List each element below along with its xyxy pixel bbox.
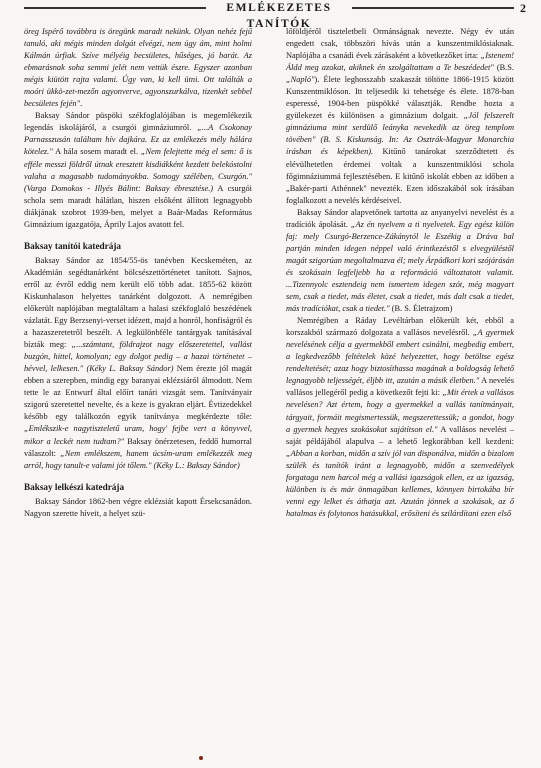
paragraph-teaching: Baksay Sándor az 1854/55-ös tanévben Kecskeméten, az Akadémián segédtanárként bölcsészettörténetet tanított. Sajnos, erről az évről eddig nem került elő több adat. 1855-62 között Kiskunhalason helyettes tanárként dolgozott. A nemrégiben előkerült naplójában megtaláltam a halasi székfoglaló beszédének vázlatát. Egy Berzsenyi-verset idézett, majd a honról, honfiságról és a hazaszeretetről beszélt. A legkülönbféle tantárgyak tanításával bízták meg: „...számtant, földrajzot nagy előszeretettel, vallást buzgón, hittel, komolyan; egy dolgot pedig – a hazai történetet – hévvel, lelkesen." (Kéky L. Baksay Sándor) Nem érezte jól magát ebben a szerepben, mindig egy baranyai eklézsiáról álmodott. Nem tette le az Entwurf által előírt tanári vizsgát sem. Tanítványair szigorú szeretettel nevelte, és a keze is gyakran eljárt. Évtizedekkel később egy találkozón egyik tanítványa megkérdezte tőle: „Emlékszik-e nagytiszteletű uram, hogy' fejbe vert a könyvvel, mikor a leckét nem tudtam?" Baksay önérzetesen, feddő humorral válaszolt: „Nem emlékszem, hanem úcsím-uram emlékezzék meg arról, hogy tanult-e valami jót tőlem." (Kéky L.: Baksay Sándor) <box>24 255 253 470</box>
paragraph-pastoral: Baksay Sándor 1862-ben végre eklézsiát kapott Érsekcsanádon. Nagyon szerette híveit, a helyet szü- <box>24 496 252 518</box>
section-heading-teaching: Baksay tanítói katedrája <box>24 240 121 251</box>
paragraph-religious-education: Nemrégiben a Ráday Levéltárban előkerült két, ebből a korszakból származó dolgozata a vallásos nevelésről. „A gyermek nevelésének célja a gyermekből embert csinálni, megbedig embert, a legkedvezőbb feltételek közé helyezettet, hogy betöltse egész rendeltetését; azaz hogy biztosíthassa magának a boldogság lehető legnagyobb teljességét, éljbb itt, azután a másik életben." A nevelés vallásos jellegéről pedig a következőt fejti ki: „Mit értek a vallásos nevelésen? Azt értem, hogy a gyermekkel a vallás tanítmányait, tárgyait, formáit megismertessük, megszerettessük; a gondot, hogy a gyermek hegyes szokásokat sajátítson el." A vallásos nevelést – saját példájából alapulva – a lehető legkorábban kell kezdeni: „Abban a korban, midőn a szív jól van disponálva, midőn a bizalom szülék és tanítók iránt a legnagyobb, midőn a szenvedélyek forgataga nem harcol még a vallási igazságok ellen, ez az igazság, különben is és már önmagában kellemes, könnyen birtokába bír venni egy lelket és áthatja azt. Azután jönnek a szokások, az ő hatalmas és folytonos hatásukkal, erősíteni és szilárdítani ezen első <box>286 316 514 518</box>
right-column <box>286 26 514 520</box>
running-header <box>0 0 541 30</box>
paragraph-csurgo: Baksay Sándor püspöki székfoglalójában is megemlékezik legendás iskolájáról, a csurgói gimnáziumról. „...A Csokonay Parnasszusán találtam hív dajkára. Ez az emlékezés mély hálára kötelez." A hála sosem maradt el. „Nem felejtette még el sem: ő is efféle messzi földről útnak eresztett kisdiákként kezdett belekóstolni valaha a magasabb tudományokba. Somogy szélében, Csurgón." (Varga Domokos - Illyés Bálint: Baksay ébresztése.) A csurgói schola sem maradt hálátlan, hiszen elsőként állított legnagyobb diákjának szobrot 1939-ben, melyet a Baár-Madas Református Gimnázium igazgatója, Áprily Lajos avatott fel. <box>24 111 253 229</box>
running-title: EMLÉKEZETES TANÍTÓK <box>226 2 332 30</box>
paragraph-kunszentmiklos: lőföldjéről tiszteletbeli Ormánságnak nevezte. Négy év után engedett csak, többszöri hívás után a kunszentmiklósiaknak. Naplójába a csanádi évek zárásaként a következőket írta: „Istenem! Áldd meg azokat, akiknek én szolgáltattam a Te beszédedet" (B.S. „Napló"). Élete leghosszabb szakaszát töltötte 1866-1915 között Kunszentmiklóson. Itt teljesedik ki tehetsége és élete. 1878-ban esperessé, 1904-ben püspökké választják. Rendbe hozta a gyülekezet és különösen a gimnázium dolgait. „Jól felszerelt gimnáziuma mint serdülő leánykа nevekedik az öreg templom tövében" (B. S. Kiskunság. In: Az Osztrák-Magyar Monarchia írásban és képekben). Kitűnő tanárokat szerződtetett és elévülhetetlen érdemei voltak a kunszentmiklósi schola főgimnáziummá fejlesztésében. E kitűnő iskolát ebben az időben a „Bakér-parti Athénnek" nevezték. Ezen időszakából sok írásában foglalkozott a nevelés kérdéseivel. <box>286 27 515 205</box>
section-heading-pastoral: Baksay lelkészi katedrája <box>24 481 125 492</box>
bullet-ornament <box>199 756 203 760</box>
header-rule-left <box>24 7 206 9</box>
paragraph-quote-continued: öreg Ispérő továbbra is öregünk maradt nekünk. Olyan nehéz fejű tanuló, aki mégis minden dolgát elvégzi, nem úgy ám, mint holmi Kálmán úrfiak. Szíve mélyéig becsületes, hűséges, jó barát. Az ebmarásnak soha semmi jelét nem vettük észre. Egyszer azonban mégis kiütött rajta valami. Úgy van, ki kell ütni. Ott találták a moóri ükkö-zet-mezőn agyonverve, agyonszurkálva, tizenkét sebbel becsületes fején". <box>24 27 252 109</box>
left-column <box>24 26 252 520</box>
page-number: 2 <box>520 1 526 15</box>
header-rule-right <box>352 7 514 9</box>
paragraph-mother-tongue: Baksay Sándor alapvetőnek tartotta az anyanyelvi nevelést és a tradíciók ápolását. „Az én nyelvem a ti nyelvetek. Egy egész külön faj: mely Csurgó-Berzence-Zákánytól le Eszékig a Dráva bal partján minden idegen néppel való érintkezéstől s elvegyüléstől magát szigorúan megoltalmazva él; mely Árpádkori kori szójárásán és szokásain legfeljebb ha a reformáció változtatott valamit. ...Tizennyolc esztendeig nem ismertem idegen szót, még magyart sem, csak a tiedet, más életet, csak a tiedet, más dalt csak a tiedet, más tradíciókat, csak a tiedet." (B. S. Életrajzom) <box>286 207 514 314</box>
